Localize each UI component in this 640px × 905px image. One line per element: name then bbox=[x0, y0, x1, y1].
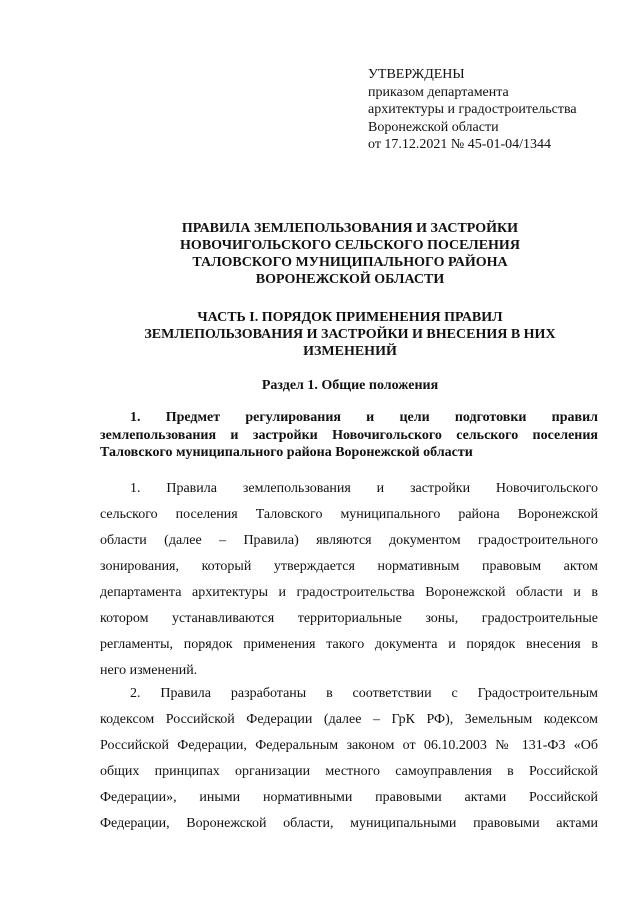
approval-line: приказом департамента bbox=[368, 84, 509, 100]
paragraph-line: котором устанавливаются территориальные зоны, градостроительные bbox=[100, 611, 598, 626]
paragraph-line: общих принципах организации местного самоуправления в Российской bbox=[100, 764, 598, 779]
heading-line: Таловского муниципального района Воронежской области bbox=[100, 445, 473, 460]
article-heading bbox=[100, 409, 598, 462]
approval-line: архитектуры и градостроительства bbox=[368, 102, 577, 117]
part-line: ИЗМЕНЕНИЙ bbox=[303, 344, 397, 359]
paragraph-2 bbox=[100, 681, 598, 837]
approval-stamp bbox=[368, 66, 618, 154]
paragraph-line: Российской Федерации, Федеральным законом от 06.10.2003 № 131-ФЗ «Об bbox=[100, 738, 598, 753]
title-line: ПРАВИЛА ЗЕМЛЕПОЛЬЗОВАНИЯ И ЗАСТРОЙКИ bbox=[181, 221, 519, 236]
paragraph-line: области (далее – Правила) являются документом градостроительного bbox=[100, 533, 598, 548]
title-line: ВОРОНЕЖСКОЙ ОБЛАСТИ bbox=[255, 272, 445, 287]
approval-line: от 17.12.2021 № 45-01-04/1344 bbox=[368, 137, 552, 152]
approval-line: Воронежской области bbox=[368, 119, 499, 135]
title-line: ТАЛОВСКОГО МУНИЦИПАЛЬНОГО РАЙОНА bbox=[192, 255, 508, 270]
paragraph-line: Федерации», иными нормативными правовыми актами Российской bbox=[100, 790, 598, 805]
paragraph-line: зонирования, который утверждается нормативным правовым актом bbox=[100, 559, 598, 574]
part-heading bbox=[100, 309, 600, 360]
paragraph-line: него изменений. bbox=[100, 663, 198, 678]
paragraph-line: Федерации, Воронежской области, муниципальными правовыми актами bbox=[100, 816, 598, 831]
paragraph-line: 2. Правила разработаны в соответствии с Градостроительным bbox=[130, 686, 598, 701]
paragraph-1 bbox=[100, 476, 598, 684]
paragraph-line: департамента архитектуры и градостроительства Воронежской области и в bbox=[100, 585, 598, 600]
paragraph-line: сельского поселения Таловского муниципального района Воронежской bbox=[100, 507, 598, 522]
document-title bbox=[100, 220, 600, 288]
section-heading: Раздел 1. Общие положения bbox=[261, 378, 439, 393]
part-line: ЧАСТЬ I. ПОРЯДОК ПРИМЕНЕНИЯ ПРАВИЛ bbox=[197, 310, 503, 325]
paragraph-line: 1. Правила землепользования и застройки Новочигольского bbox=[130, 481, 598, 496]
paragraph-line: кодексом Российской Федерации (далее – ГрК РФ), Земельным кодексом bbox=[100, 712, 598, 727]
part-line: ЗЕМЛЕПОЛЬЗОВАНИЯ И ЗАСТРОЙКИ И ВНЕСЕНИЯ В НИХ bbox=[144, 327, 556, 342]
heading-line: 1. Предмет регулирования и цели подготовки правил bbox=[130, 410, 598, 425]
title-line: НОВОЧИГОЛЬСКОГО СЕЛЬСКОГО ПОСЕЛЕНИЯ bbox=[180, 238, 520, 253]
paragraph-line: регламенты, порядок применения такого документа и порядок внесения в bbox=[100, 637, 598, 652]
approval-line: УТВЕРЖДЕНЫ bbox=[368, 67, 465, 82]
heading-line: землепользования и застройки Новочигольского сельского поселения bbox=[100, 427, 598, 443]
